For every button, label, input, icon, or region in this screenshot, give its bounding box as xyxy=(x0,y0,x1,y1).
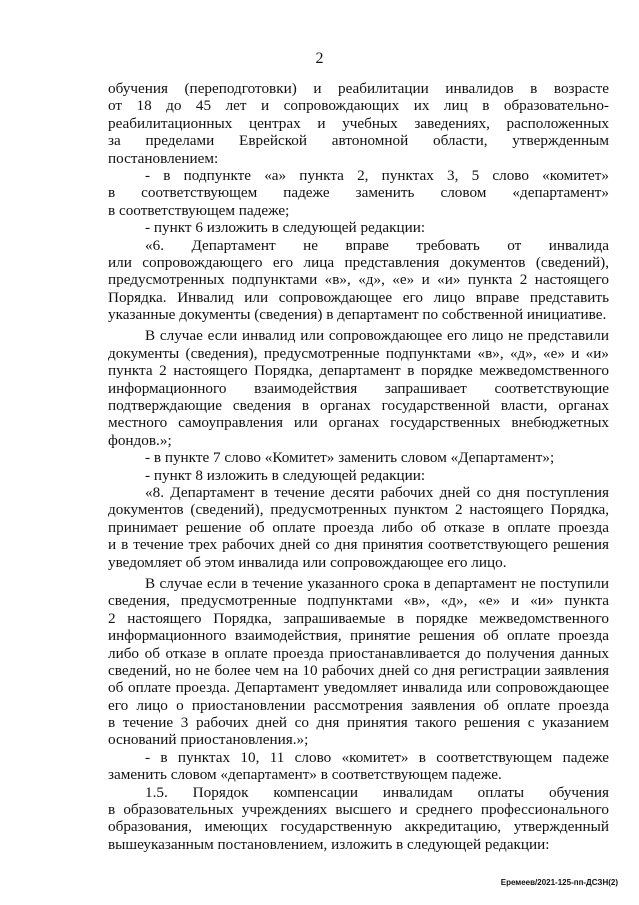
text-line: местного самоуправления или органах государственных внебюджетных xyxy=(108,414,609,432)
text-line: «8. Департамент в течение десяти рабочих дней со дня поступления xyxy=(145,483,609,501)
text-line: в соответствующем падеже; xyxy=(108,201,290,219)
document-body xyxy=(108,80,609,853)
text-line: Порядка. Инвалид или сопровождающее его лицо вправе представить xyxy=(108,288,609,306)
text-line: - пункт 8 изложить в следующей редакции: xyxy=(145,466,426,484)
text-line: обучения (переподготовки) и реабилитации инвалидов в возрасте xyxy=(108,80,609,97)
text-line: за пределами Еврейской автономной области, утвержденным xyxy=(108,132,609,150)
text-line: документов (сведений), предусмотренных пунктом 2 настоящего Порядка, xyxy=(108,501,609,519)
text-line: указанные документы (сведения) в департамент по собственной инициативе. xyxy=(108,306,607,324)
text-line: - пункт 6 изложить в следующей редакции: xyxy=(145,219,426,237)
text-line: в соответствующем падеже заменить словом «департамент» xyxy=(108,184,609,202)
text-line: в образовательных учреждениях высшего и среднего профессионального xyxy=(108,801,609,819)
page-number: 2 xyxy=(315,50,324,67)
text-line: - в пункте 7 слово «Комитет» заменить словом «Департамент»; xyxy=(145,449,555,467)
text-line: - в пунктах 10, 11 слово «комитет» в соответствующем падеже xyxy=(145,748,609,766)
text-line: образования, имеющих государственную аккредитацию, утвержденный xyxy=(108,818,609,836)
text-line: В случае если инвалид или сопровождающее его лицо не представили xyxy=(145,327,609,345)
text-line: или сопровождающего его лица представления документов (сведений), xyxy=(108,253,609,271)
text-line: либо об отказе в оплате проезда приостанавливается до получения данных xyxy=(108,644,609,662)
text-line: «6. Департамент не вправе требовать от инвалида xyxy=(145,236,609,254)
text-line: 2 настоящего Порядка, запрашиваемые в порядке межведомственного xyxy=(108,609,609,627)
text-line: сведения, предусмотренные подпунктами «в», «д», «е» и «и» пункта xyxy=(108,592,609,610)
text-line: постановлением: xyxy=(108,149,219,167)
text-line: от 18 до 45 лет и сопровождающих их лиц в образовательно- xyxy=(108,97,609,115)
text-line: 1.5. Порядок компенсации инвалидам оплаты обучения xyxy=(145,783,609,801)
text-line: в течение 3 рабочих дней со дня принятия такого решения с указанием xyxy=(108,714,609,732)
text-line: подтверждающие сведения в органах государственной власти, органах xyxy=(108,397,609,415)
text-line: его лицо о приостановлении рассмотрения заявления об оплате проезда xyxy=(108,696,609,714)
text-line: предусмотренных подпунктами «в», «д», «е» и «и» пункта 2 настоящего xyxy=(108,271,609,289)
text-line: реабилитационных центрах и учебных заведениях, расположенных xyxy=(108,114,609,132)
text-line: оснований приостановления.»; xyxy=(108,731,309,749)
text-line: - в подпункте «а» пункта 2, пунктах 3, 5 слово «комитет» xyxy=(145,166,609,184)
text-line: вышеуказанным постановлением, изложить в следующей редакции: xyxy=(108,835,550,853)
text-line: В случае если в течение указанного срока в департамент не поступили xyxy=(145,574,609,592)
text-line: уведомляет об этом инвалида или сопровождающее его лицо. xyxy=(108,553,507,571)
text-line: заменить словом «департамент» в соответствующем падеже. xyxy=(108,766,502,784)
text-line: информационного взаимодействия, принятие решения об оплате проезда xyxy=(108,627,609,645)
text-line: сведений, но не более чем на 10 рабочих дней со дня регистрации заявления xyxy=(108,661,609,679)
text-line: документы (сведения), предусмотренные подпунктами «в», «д», «е» и «и» xyxy=(108,344,609,362)
document-footer-code: Еремеев/2021-125-пп-ДСЗН(2) xyxy=(500,878,618,887)
text-line: и в течение трех рабочих дней со дня принятия соответствующего решения xyxy=(108,536,609,554)
text-line: пункта 2 настоящего Порядка, департамент в порядке межведомственного xyxy=(108,362,609,380)
text-line: об оплате проезда. Департамент уведомляет инвалида или сопровождающее xyxy=(108,679,609,697)
text-line: фондов.»; xyxy=(108,431,172,449)
text-line: принимает решение об оплате проезда либо об отказе в оплате проезда xyxy=(108,518,609,536)
text-line: информационного взаимодействия запрашивает соответствующие xyxy=(108,379,609,397)
